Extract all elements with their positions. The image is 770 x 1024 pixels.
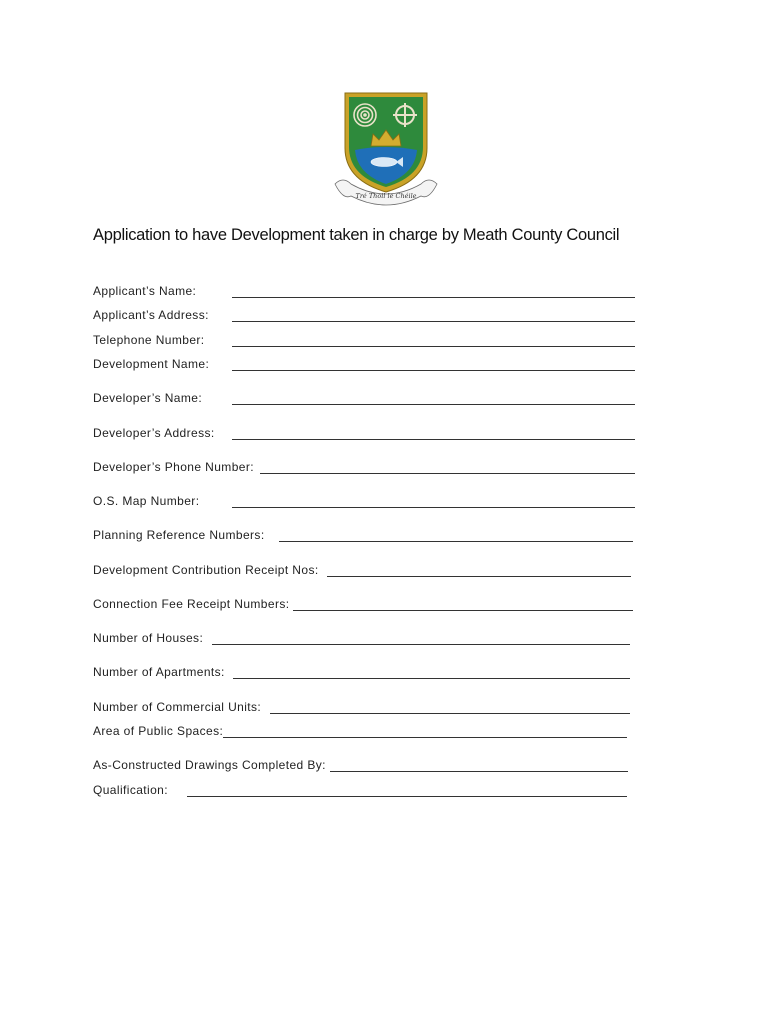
field-label: O.S. Map Number: (93, 494, 200, 508)
field-label: Planning Reference Numbers: (93, 528, 265, 542)
field-label: Qualification: (93, 783, 168, 797)
applicant-address-input[interactable] (232, 321, 635, 322)
telephone-number-input[interactable] (232, 346, 635, 347)
field-label: Area of Public Spaces: (93, 724, 224, 738)
development-contribution-receipt-input[interactable] (327, 576, 631, 577)
field-label: Connection Fee Receipt Numbers: (93, 597, 290, 611)
field-label: Number of Apartments: (93, 665, 225, 679)
as-constructed-drawings-input[interactable] (330, 771, 628, 772)
development-name-input[interactable] (232, 370, 635, 371)
field-label: Development Name: (93, 357, 210, 371)
motto-text: Tré Thoil le Chéile (355, 192, 417, 200)
field-label: Developer’s Name: (93, 391, 203, 405)
developer-phone-number-input[interactable] (260, 473, 635, 474)
field-label: Number of Houses: (93, 631, 204, 645)
number-of-apartments-input[interactable] (233, 678, 630, 679)
developer-name-input[interactable] (232, 404, 635, 405)
qualification-input[interactable] (187, 796, 627, 797)
developer-address-input[interactable] (232, 439, 635, 440)
os-map-number-input[interactable] (232, 507, 635, 508)
field-label: Telephone Number: (93, 333, 205, 347)
area-of-public-spaces-input[interactable] (223, 737, 627, 738)
meath-county-council-crest (333, 88, 439, 206)
applicant-name-input[interactable] (232, 297, 635, 298)
field-label: Developer’s Phone Number: (93, 460, 254, 474)
field-label: Developer’s Address: (93, 426, 215, 440)
number-of-commercial-units-input[interactable] (270, 713, 630, 714)
page-title: Application to have Development taken in charge by Meath County Council (93, 226, 620, 244)
field-label: Applicant’s Name: (93, 284, 197, 298)
field-label: Development Contribution Receipt Nos: (93, 563, 319, 577)
field-label: Applicant’s Address: (93, 308, 209, 322)
field-label: As-Constructed Drawings Completed By: (93, 758, 326, 772)
connection-fee-receipt-input[interactable] (293, 610, 633, 611)
field-label: Number of Commercial Units: (93, 700, 262, 714)
planning-reference-numbers-input[interactable] (279, 541, 633, 542)
spiral-emblem (354, 104, 376, 126)
number-of-houses-input[interactable] (212, 644, 630, 645)
